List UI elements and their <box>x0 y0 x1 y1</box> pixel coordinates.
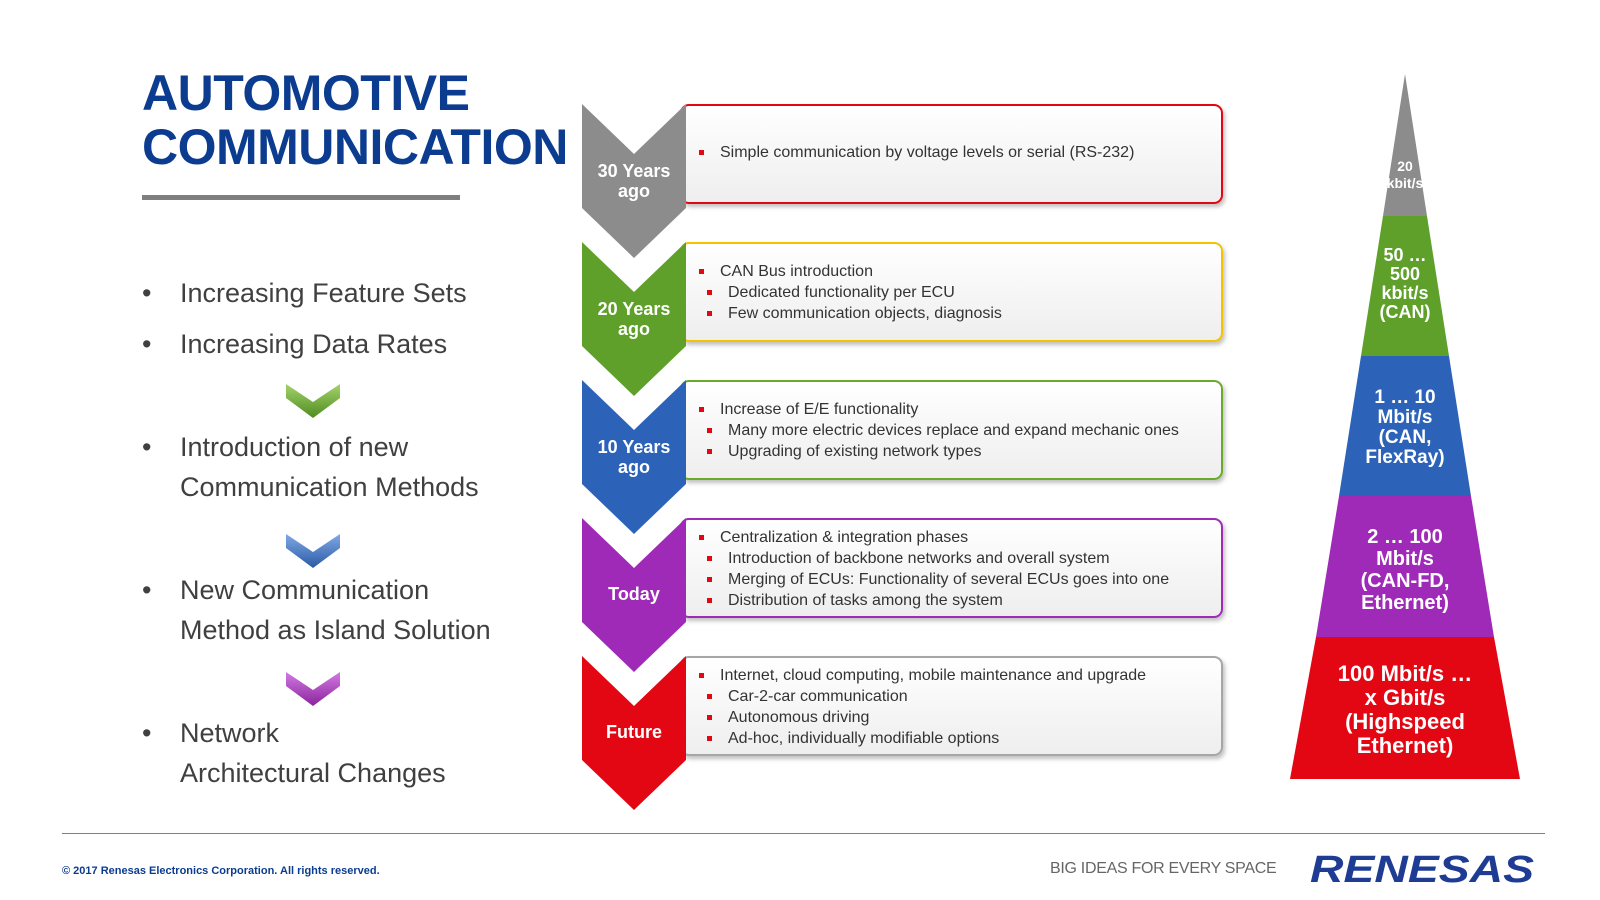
title-line-2: COMMUNICATION <box>142 119 568 175</box>
pyramid-tier-label: 20 kbit/s <box>1386 158 1424 191</box>
stage-item: Internet, cloud computing, mobile maintenance and upgrade <box>696 665 1146 686</box>
bullet-square-icon <box>707 311 712 316</box>
chevron-down-icon <box>286 670 340 713</box>
chevron-down-icon <box>286 532 340 575</box>
bullet-square-icon <box>707 577 712 582</box>
bullet-line: Introduction of new <box>180 432 409 462</box>
svg-text:RENESAS: RENESAS <box>1310 850 1534 890</box>
bullet-marker: • <box>142 329 152 359</box>
slide-title <box>142 66 568 174</box>
stage-label: Today <box>608 584 660 604</box>
bullet-marker: • <box>142 575 152 605</box>
bullet-square-icon <box>699 269 704 274</box>
stage-items <box>696 142 1134 163</box>
data-rate-pyramid <box>1270 74 1540 789</box>
bullet-line: Method as Island Solution <box>180 615 491 645</box>
stage-item: Simple communication by voltage levels or serial (RS-232) <box>696 142 1134 163</box>
bullet-square-icon <box>707 715 712 720</box>
pyramid-tier-label: 1 … 10 Mbit/s (CAN, FlexRay) <box>1365 387 1445 468</box>
stage-item: Few communication objects, diagnosis <box>696 303 1002 324</box>
stage-item: Increase of E/E functionality <box>696 399 1179 420</box>
stage-box <box>680 518 1223 618</box>
title-underline <box>142 195 460 200</box>
stage-box <box>680 104 1223 204</box>
stage-box <box>680 380 1223 480</box>
bullet-text: Increasing Feature Sets <box>180 278 467 308</box>
bullet-line: New Communication <box>180 575 430 605</box>
footer-divider <box>62 833 1545 834</box>
stage-item: Distribution of tasks among the system <box>696 590 1169 611</box>
stage-item: Merging of ECUs: Functionality of several ECUs goes into one <box>696 569 1169 590</box>
bullet-square-icon <box>699 407 704 412</box>
stage-item: Upgrading of existing network types <box>696 441 1179 462</box>
pyramid-tier-label: 100 Mbit/s … x Gbit/s (Highspeed Ethernet) <box>1337 661 1473 758</box>
stage-item: Many more electric devices replace and expand mechanic ones <box>696 420 1179 441</box>
bullet-text <box>180 427 560 507</box>
bullet-square-icon <box>699 535 704 540</box>
renesas-logo-icon <box>1310 850 1540 890</box>
bullet-square-icon <box>707 290 712 295</box>
stage-items <box>696 527 1169 611</box>
bullet-square-icon <box>707 556 712 561</box>
bullet-text: Increasing Data Rates <box>180 329 448 359</box>
stage-item: Car-2-car communication <box>696 686 1146 707</box>
bullet-marker: • <box>142 278 152 308</box>
bullet-text <box>180 713 560 793</box>
bullet-marker: • <box>142 432 152 462</box>
stage-label: 10 Years ago <box>597 437 671 477</box>
stage-item: Dedicated functionality per ECU <box>696 282 1002 303</box>
stage-item: Autonomous driving <box>696 707 1146 728</box>
stage-box <box>680 242 1223 342</box>
bullet-square-icon <box>699 150 704 155</box>
bullet-text <box>180 570 560 650</box>
stage-label: 30 Years ago <box>597 161 671 201</box>
bullet-square-icon <box>707 736 712 741</box>
stage-box <box>680 656 1223 756</box>
stage-item: Introduction of backbone networks and overall system <box>696 548 1169 569</box>
stage-label: 20 Years ago <box>597 299 671 339</box>
pyramid-tier-label: 50 … 500 kbit/s (CAN) <box>1379 245 1431 322</box>
copyright-text: © 2017 Renesas Electronics Corporation. All rights reserved. <box>62 865 380 877</box>
bullet-line: Communication Methods <box>180 472 479 502</box>
bullet-square-icon <box>707 694 712 699</box>
stage-item: CAN Bus introduction <box>696 261 1002 282</box>
bullet-square-icon <box>707 598 712 603</box>
bullet-line: Architectural Changes <box>180 758 446 788</box>
stage-item: Centralization & integration phases <box>696 527 1169 548</box>
renesas-logo <box>1310 850 1540 895</box>
bullet-square-icon <box>707 428 712 433</box>
tagline-text: BIG IDEAS FOR EVERY SPACE <box>1050 860 1277 877</box>
stage-item: Ad-hoc, individually modifiable options <box>696 728 1146 749</box>
bullet-marker: • <box>142 718 152 748</box>
stage-items <box>696 665 1146 749</box>
stage-label: Future <box>606 722 662 742</box>
pyramid-tier <box>1383 74 1427 216</box>
chevron-down-icon <box>286 382 340 425</box>
title-line-1: AUTOMOTIVE <box>142 65 470 121</box>
stage-items <box>696 261 1002 324</box>
bullet-square-icon <box>699 673 704 678</box>
stage-items <box>696 399 1179 462</box>
bullet-square-icon <box>707 449 712 454</box>
pyramid-tier-label: 2 … 100 Mbit/s (CAN-FD, Ethernet) <box>1360 526 1450 614</box>
bullet-line: Network <box>180 718 280 748</box>
